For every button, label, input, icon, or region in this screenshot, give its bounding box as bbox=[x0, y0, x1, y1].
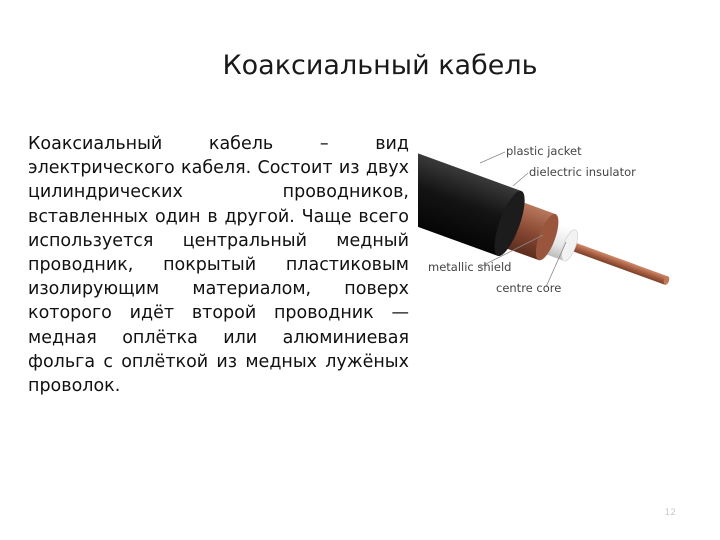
slide-title: Коаксиальный кабель bbox=[222, 50, 538, 81]
label-centre-core: centre core bbox=[496, 281, 562, 295]
label-metallic-shield: metallic shield bbox=[428, 260, 512, 274]
slide-body-text: Коаксиальный кабель – вид электрического кабеля. Состоит из двух цилиндрических проводников, вставленных один в другой. Чаще всего используется центральный медный проводник, покрытый пластиковым изолирующим материалом, поверх которого идёт второй проводник — медная оплётка или алюминиевая фольга с оплёткой из медных лужёных проволок. bbox=[28, 134, 409, 397]
leader-line-dielectric bbox=[513, 173, 528, 186]
label-dielectric-insulator: dielectric insulator bbox=[529, 165, 636, 179]
page-number: 12 bbox=[664, 508, 676, 518]
coaxial-cable-diagram bbox=[418, 130, 718, 340]
label-plastic-jacket: plastic jacket bbox=[506, 144, 582, 158]
leader-line-jacket bbox=[480, 152, 505, 163]
